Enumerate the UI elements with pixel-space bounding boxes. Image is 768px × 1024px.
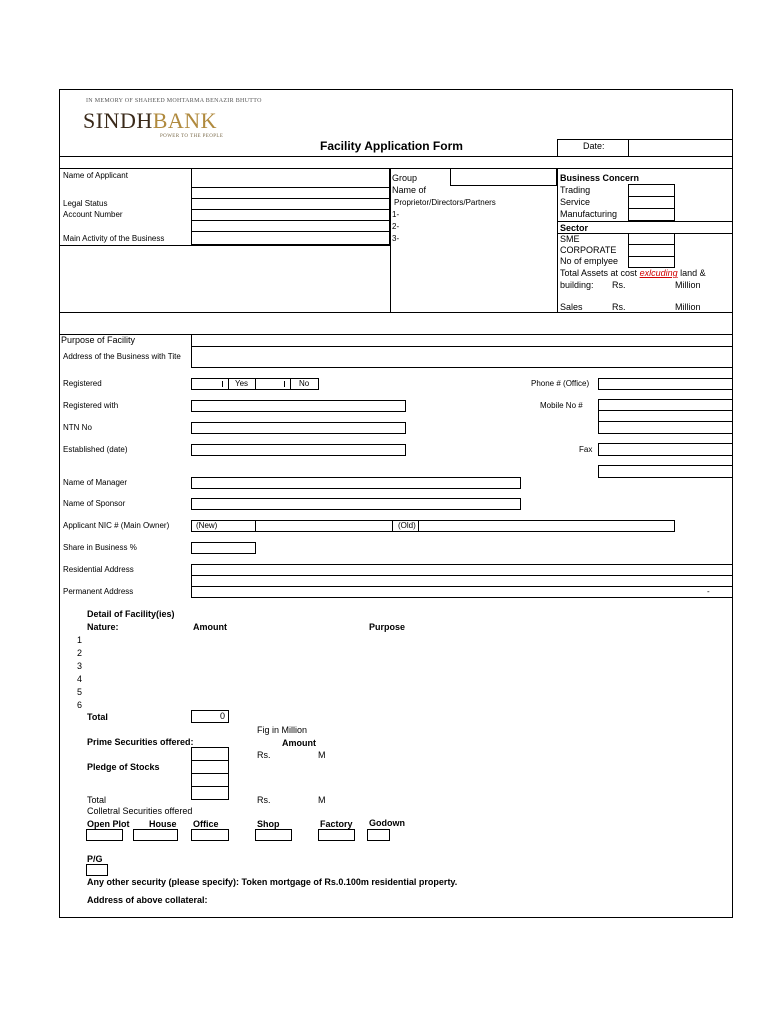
registered-with-label: Registered with (63, 401, 119, 410)
pg-field[interactable] (86, 864, 108, 876)
assets-tail: land & (680, 268, 706, 278)
facility-detail-label: Detail of Facility(ies) (87, 609, 175, 619)
logo-name-bank: BANK (152, 108, 218, 133)
business-concern-label: Business Concern (560, 173, 640, 183)
nic-old-label: (Old) (398, 521, 416, 530)
divider (557, 221, 733, 222)
other-security-text: Any other security (please specify): Token mortgage of Rs.0.100m residential property. (87, 877, 458, 887)
divider (59, 245, 391, 246)
factory-field[interactable] (318, 829, 355, 841)
fax-field-2[interactable] (598, 465, 733, 478)
assets-rs-label: Rs. (612, 280, 626, 290)
name-of-applicant-field[interactable] (191, 168, 390, 188)
proprietor-item-1: 1- (392, 210, 400, 219)
manager-label: Name of Manager (63, 478, 128, 487)
facility-row-number: 1 (77, 635, 83, 645)
pg-label: P/G (87, 854, 103, 864)
house-field[interactable] (133, 829, 178, 841)
prime-amount-header: Amount (282, 738, 316, 748)
business-address-field[interactable] (191, 346, 733, 368)
securities-total-label: Total (87, 795, 107, 805)
pledge-field-4[interactable] (191, 786, 229, 800)
facility-row-number: 2 (77, 648, 83, 658)
business-address-label: Address of the Business with Tite (63, 352, 181, 361)
divider (390, 168, 391, 313)
godown-label: Godown (369, 818, 405, 828)
service-label: Service (560, 197, 591, 207)
sme-label: SME (560, 234, 580, 244)
total-assets-label (560, 268, 706, 279)
manufacturing-label: Manufacturing (560, 209, 618, 219)
phone-office-label: Phone # (Office) (531, 379, 590, 388)
phone-office-field[interactable] (598, 378, 733, 390)
permanent-label: Permanent Address (63, 587, 134, 596)
collateral-label: Colletral Securities offered (87, 806, 193, 816)
purpose-of-facility-label: Purpose of Facility (61, 335, 136, 345)
proprietor-label: Proprietor/Directors/Partners (394, 198, 496, 207)
nic-label: Applicant NIC # (Main Owner) (63, 521, 170, 530)
pledge-field-2[interactable] (191, 760, 229, 774)
facility-total-label: Total (87, 712, 108, 722)
facility-row-number: 4 (77, 674, 83, 684)
nic-new-label: (New) (196, 521, 218, 530)
registered-label: Registered (63, 379, 102, 388)
open-plot-field[interactable] (86, 829, 123, 841)
name-of-label: Name of (392, 185, 427, 195)
logo-tagline: POWER TO THE PEOPLE (160, 134, 224, 139)
divider (284, 381, 285, 387)
divider (222, 381, 223, 387)
share-field[interactable] (191, 542, 256, 554)
no-label: No (299, 379, 310, 388)
total-m-label: M (318, 795, 326, 805)
amount-header: Amount (193, 622, 227, 632)
prime-rs-label: Rs. (257, 750, 271, 760)
divider (392, 520, 393, 532)
collateral-address-label: Address of above collateral: (87, 895, 208, 905)
facility-total-value[interactable]: 0 (191, 710, 229, 723)
permanent-value: - (707, 587, 710, 596)
sponsor-field[interactable] (191, 498, 521, 510)
shop-label: Shop (257, 819, 280, 829)
ntn-label: NTN No (63, 423, 92, 432)
fig-in-million-note: Fig in Million (257, 725, 308, 735)
crescent-icon (176, 103, 192, 117)
office-label: Office (193, 819, 219, 829)
share-label: Share in Business % (63, 543, 137, 552)
mobile-field-3[interactable] (598, 421, 733, 434)
shop-field[interactable] (255, 829, 292, 841)
mobile-label: Mobile No # (540, 401, 583, 410)
facility-row-number: 5 (77, 687, 83, 697)
office-field[interactable] (191, 829, 229, 841)
employees-field[interactable] (628, 256, 675, 268)
sponsor-label: Name of Sponsor (63, 499, 126, 508)
corporate-label: CORPORATE (560, 245, 617, 255)
manufacturing-checkbox[interactable] (628, 208, 675, 221)
divider (59, 156, 733, 157)
date-field[interactable] (628, 139, 733, 157)
nic-field[interactable] (191, 520, 675, 532)
established-label: Established (date) (63, 445, 128, 454)
logo-name-sindh: SINDH (83, 108, 153, 133)
yes-label: Yes (235, 379, 249, 388)
main-activity-label: Main Activity of the Business (63, 234, 165, 243)
divider (557, 168, 558, 313)
residential-label: Residential Address (63, 565, 134, 574)
group-label: Group (392, 173, 418, 183)
pledge-field-3[interactable] (191, 773, 229, 787)
assets-text: Total Assets at cost (560, 268, 638, 278)
legal-status-label: Legal Status (63, 199, 108, 208)
assets-million-label: Million (675, 280, 701, 290)
divider (255, 520, 256, 532)
fax-label: Fax (579, 445, 593, 454)
fax-field[interactable] (598, 443, 733, 456)
divider (418, 520, 419, 532)
pledge-of-stocks-label: Pledge of Stocks (87, 762, 160, 772)
facility-row-number: 3 (77, 661, 83, 671)
building-label: building: (560, 280, 594, 290)
permanent-field[interactable] (191, 586, 733, 598)
logo-memorial-text: IN MEMORY OF SHAHEED MOHTARMA BENAZIR BHUTTO (86, 98, 262, 104)
ntn-field[interactable] (191, 422, 406, 434)
manager-field[interactable] (191, 477, 521, 489)
bank-logo (83, 108, 217, 134)
trading-label: Trading (560, 185, 591, 195)
date-label: Date: (583, 141, 605, 151)
prime-securities-label: Prime Securities offered: (87, 737, 194, 747)
factory-label: Factory (320, 819, 353, 829)
nature-label: Nature: (87, 622, 119, 632)
established-field[interactable] (191, 444, 406, 456)
sales-label: Sales (560, 302, 583, 312)
prime-m-label: M (318, 750, 326, 760)
registered-with-field[interactable] (191, 400, 406, 412)
divider (59, 312, 733, 313)
assets-excluding: exlcuding (639, 268, 678, 278)
form-title: Facility Application Form (320, 139, 463, 153)
total-rs-label: Rs. (257, 795, 271, 805)
group-field[interactable] (450, 168, 557, 186)
account-number-label: Account Number (63, 210, 123, 219)
sector-label: Sector (560, 223, 589, 233)
employees-label: No of emplyee (560, 256, 619, 266)
house-label: House (149, 819, 177, 829)
godown-field[interactable] (367, 829, 390, 841)
proprietor-item-3: 3- (392, 234, 400, 243)
main-activity-field[interactable] (191, 231, 390, 245)
pledge-field-1[interactable] (191, 747, 229, 761)
name-of-applicant-label: Name of Applicant (63, 171, 128, 180)
open-plot-label: Open Plot (87, 819, 130, 829)
divider (59, 168, 733, 169)
sales-million-label: Million (675, 302, 701, 312)
proprietor-item-2: 2- (392, 222, 400, 231)
facility-row-number: 6 (77, 700, 83, 710)
purpose-header: Purpose (369, 622, 406, 632)
sales-rs-label: Rs. (612, 302, 626, 312)
